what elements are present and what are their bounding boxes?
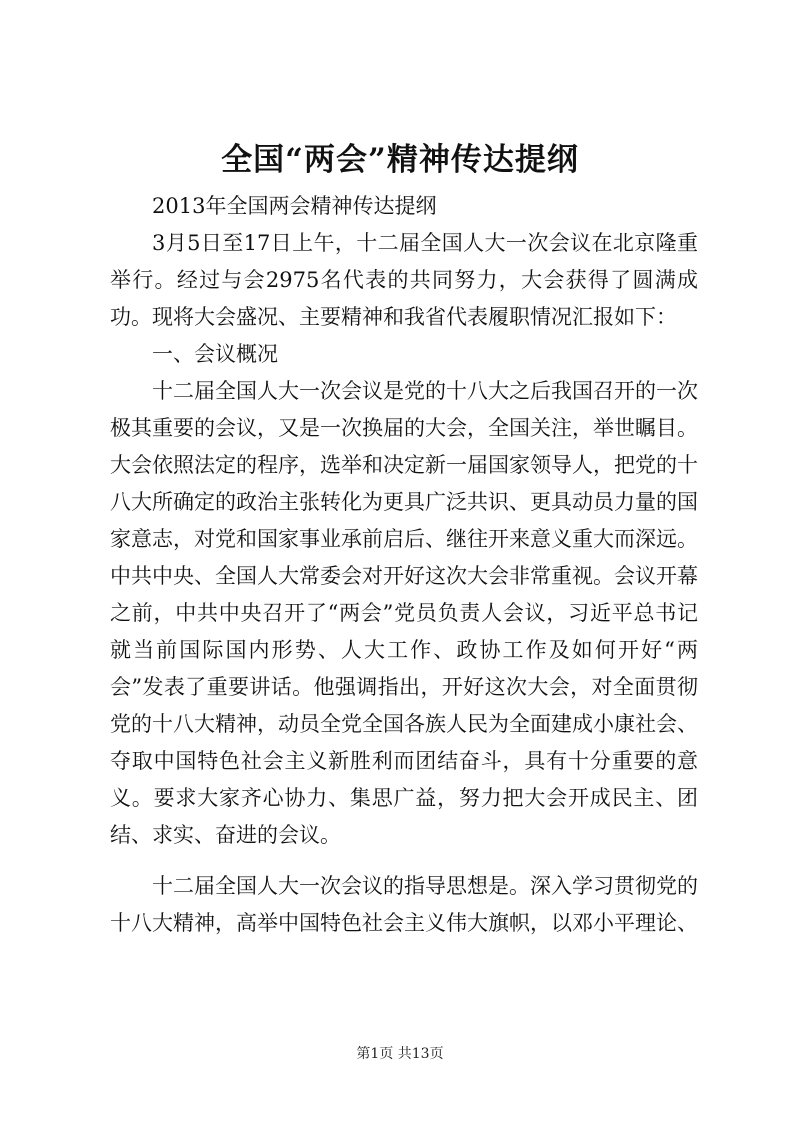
document-body: [110, 188, 698, 942]
document-title: 全国“两会”精神传达提纲: [221, 142, 579, 178]
page-number: 第1页 共13页: [356, 1046, 444, 1062]
intro-paragraph: 3月5日至17日上午，十二届全国人大一次会议在北京隆重举行。经过与会2975名代表的共同努力，大会获得了圆满成功。现将大会盛况、主要精神和我省代表履职情况汇报如下：: [110, 231, 698, 329]
body-paragraph: 十二届全国人大一次会议是党的十八大之后我国召开的一次极其重要的会议，又是一次换届的大会，全国关注，举世瞩目。大会依照法定的程序，选举和决定新一届国家领导人，把党的十八大所确定的政治主张转化为更具广泛共识、更具动员力量的国家意志，对党和国家事业承前启后、继往开来意义重大而深远。中共中央、全国人大常委会对开好这次大会非常重视。会议开幕之前，中共中央召开了“两会”党员负责人会议，习近平总书记就当前国际国内形势、人大工作、政协工作及如何开好“两会”发表了重要讲话。他强调指出，开好这次大会，对全面贯彻党的十八大精神，动员全党全国各族人民为全面建成小康社会、夺取中国特色社会主义新胜利而团结奋斗，具有十分重要的意义。要求大家齐心协力、集思广益，努力把大会开成民主、团结、求实、奋进的会议。: [110, 379, 698, 847]
section-heading: 一、会议概况: [152, 342, 278, 366]
body-paragraph: 十二届全国人大一次会议的指导思想是。深入学习贯彻党的十八大精神，高举中国特色社会主义伟大旗帜，以邓小平理论、: [110, 874, 698, 935]
subtitle-paragraph: 2013年全国两会精神传达提纲: [152, 194, 437, 218]
